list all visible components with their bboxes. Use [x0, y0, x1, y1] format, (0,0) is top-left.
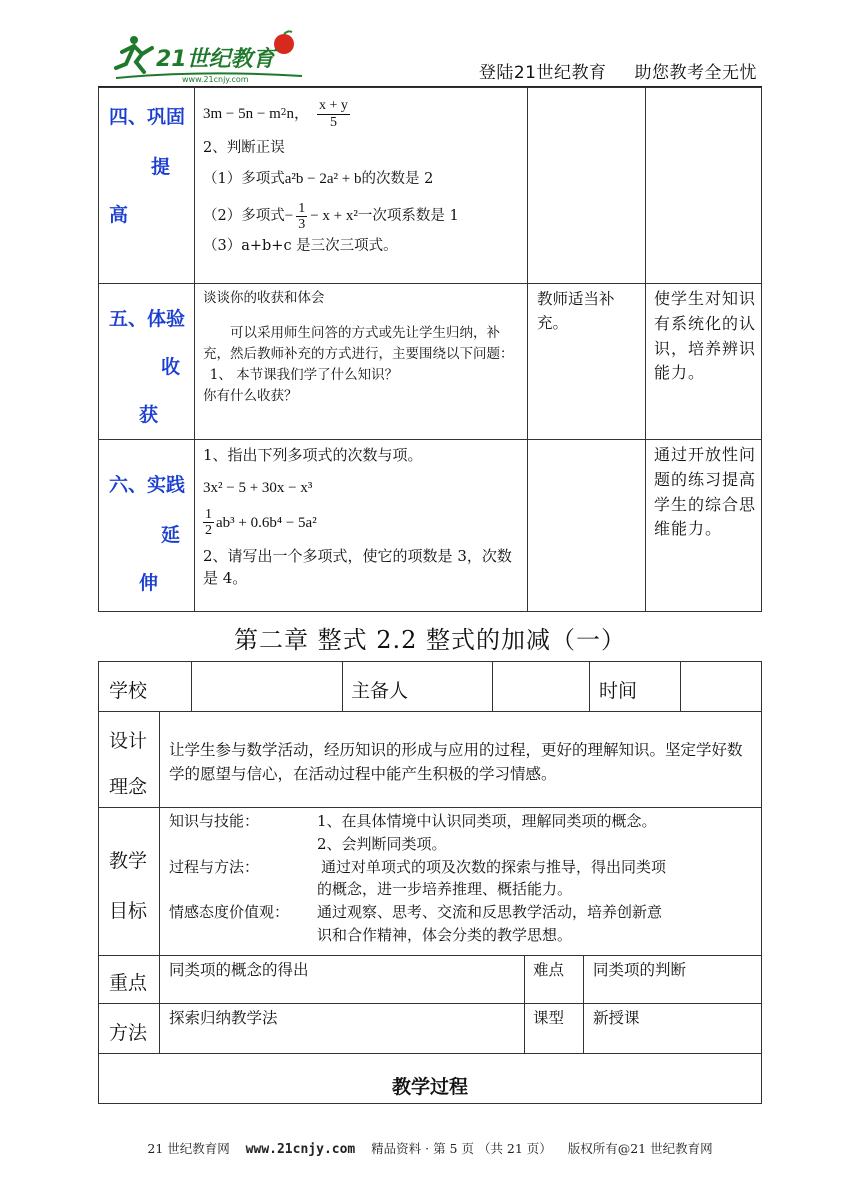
logo-text: 21世纪教育 [156, 47, 275, 72]
design-concept: 让学生参与数学活动，经历知识的形成与应用的过程，更好的理解知识。坚定学好数学的愿望与信心，在活动过程中能产生积极的学习情感。 [169, 741, 743, 784]
teaching-goals: 知识与技能： 1、在具体情境中认识同类项，理解同类项的概念。 2、会判断同类项。 过程与方法： 通过对单项式的项及次数的探索与推导，得出同类项 的概念，进一步培养推理、概括能力。 情感态度价值观： 通过观察、思考、交流和反思教学活动，培养创新意 识和合作精神，体会分类的教学思想。 [169, 812, 667, 944]
table-row-design [99, 712, 761, 808]
footer-site: 21 世纪教育网 [147, 1141, 230, 1156]
page-footer [0, 1139, 860, 1157]
lesson-activity-table [98, 87, 762, 612]
goals-label: 教学 [109, 850, 148, 872]
judge-item-3: （3）a+b+c 是三次三项式。 [203, 238, 398, 255]
type-value: 新授课 [593, 1009, 640, 1027]
stage-label: 四、巩固 提 高 [109, 106, 186, 226]
design-label: 设计 [109, 730, 148, 752]
method-value: 探索归纳教学法 [169, 1009, 278, 1027]
slogan-right: 助您教考全无忧 [634, 63, 757, 83]
lesson-plan-table [98, 661, 762, 1104]
difficulty-value: 同类项的判断 [593, 961, 687, 979]
fraction: $\frac{1}{3}$ [298, 200, 306, 232]
stage-content: 谈谈你的收获和体会 可以采用师生问答的方式或先让学生归纳，补充，然后教师补充的方式进行，主要围绕以下问题： 1、 本节课我们学了什么知识？ 你有什么收获？ [203, 290, 514, 404]
polynomial-1: 3x² − 5 + 30x − x³ [203, 479, 313, 496]
method-label: 方法 [109, 1022, 148, 1044]
stage-content: 1、指出下列多项式的次数与项。 3x² − 5 + 30x − x³ $\frac{1}{2}$ ab³ + 0.6b⁴ − 5a² 2、请写出一个多项式，使它的项数是 3，次数是 4。 [203, 444, 525, 590]
difficulty-label: 难点 [533, 961, 565, 979]
school-label: 学校 [109, 680, 148, 702]
stage-label: 六、实践 延 伸 [109, 474, 186, 594]
logo-url: www.21cnjy.com [182, 75, 249, 84]
time-label: 时间 [599, 680, 638, 702]
table-row-method [99, 1004, 761, 1054]
fraction: $\frac{x + y}{5}$ [319, 98, 348, 130]
judge-item-1: （1）多项式a²b − 2a² + b的次数是 2 [203, 170, 434, 187]
footer-copyright: 版权所有@21 世纪教育网 [567, 1141, 713, 1156]
type-label: 课型 [533, 1009, 565, 1027]
footer-url[interactable]: www.21cnjy.com [245, 1142, 356, 1157]
slogan-left: 登陆21世纪教育 [478, 63, 607, 83]
goals-label: 目标 [109, 900, 148, 922]
judge-heading: 2、判断正误 [203, 140, 285, 156]
header-slogan [479, 58, 757, 83]
stage-content [203, 92, 523, 258]
table-row-info [99, 662, 761, 712]
key-value: 同类项的概念的得出 [169, 961, 309, 979]
design-purpose: 使学生对知识有系统化的认识，培养辨识能力。 [654, 289, 757, 383]
site-logo [112, 30, 312, 86]
expression-line: 3m − 5n − m 2 n， $\frac{x + y}{5}$ [203, 98, 348, 130]
preparer-label: 主备人 [351, 680, 409, 702]
teacher-activity: 教师适当补充。 [537, 290, 615, 333]
polynomial-2: $\frac{1}{2}$ ab³ + 0.6b⁴ − 5a² [205, 507, 317, 539]
process-title: 教学过程 [391, 1076, 468, 1098]
key-label: 重点 [109, 972, 148, 994]
table-row-goals [99, 808, 761, 956]
table-row-process [99, 1054, 761, 1105]
table-row-extend [99, 440, 761, 613]
table-row-reflect [99, 284, 761, 440]
design-purpose: 通过开放性问题的练习提高学生的综合思维能力。 [654, 445, 757, 539]
fraction: $\frac{1}{2}$ [205, 507, 212, 539]
judge-item-2: （2）多项式 − $\frac{1}{3}$ − x + x² 一次项系数是 1 [203, 200, 459, 232]
stage-label: 五、体验 收 获 [109, 308, 186, 426]
table-row-key [99, 956, 761, 1004]
footer-page-info: 精品资料 · 第 5 页 （共 21 页） [371, 1141, 552, 1156]
logo-graphic [112, 30, 312, 86]
design-label: 理念 [109, 776, 148, 798]
table-row-consolidate [99, 88, 761, 284]
section-title: 第二章 整式 2.2 整式的加减（一） [233, 626, 627, 654]
